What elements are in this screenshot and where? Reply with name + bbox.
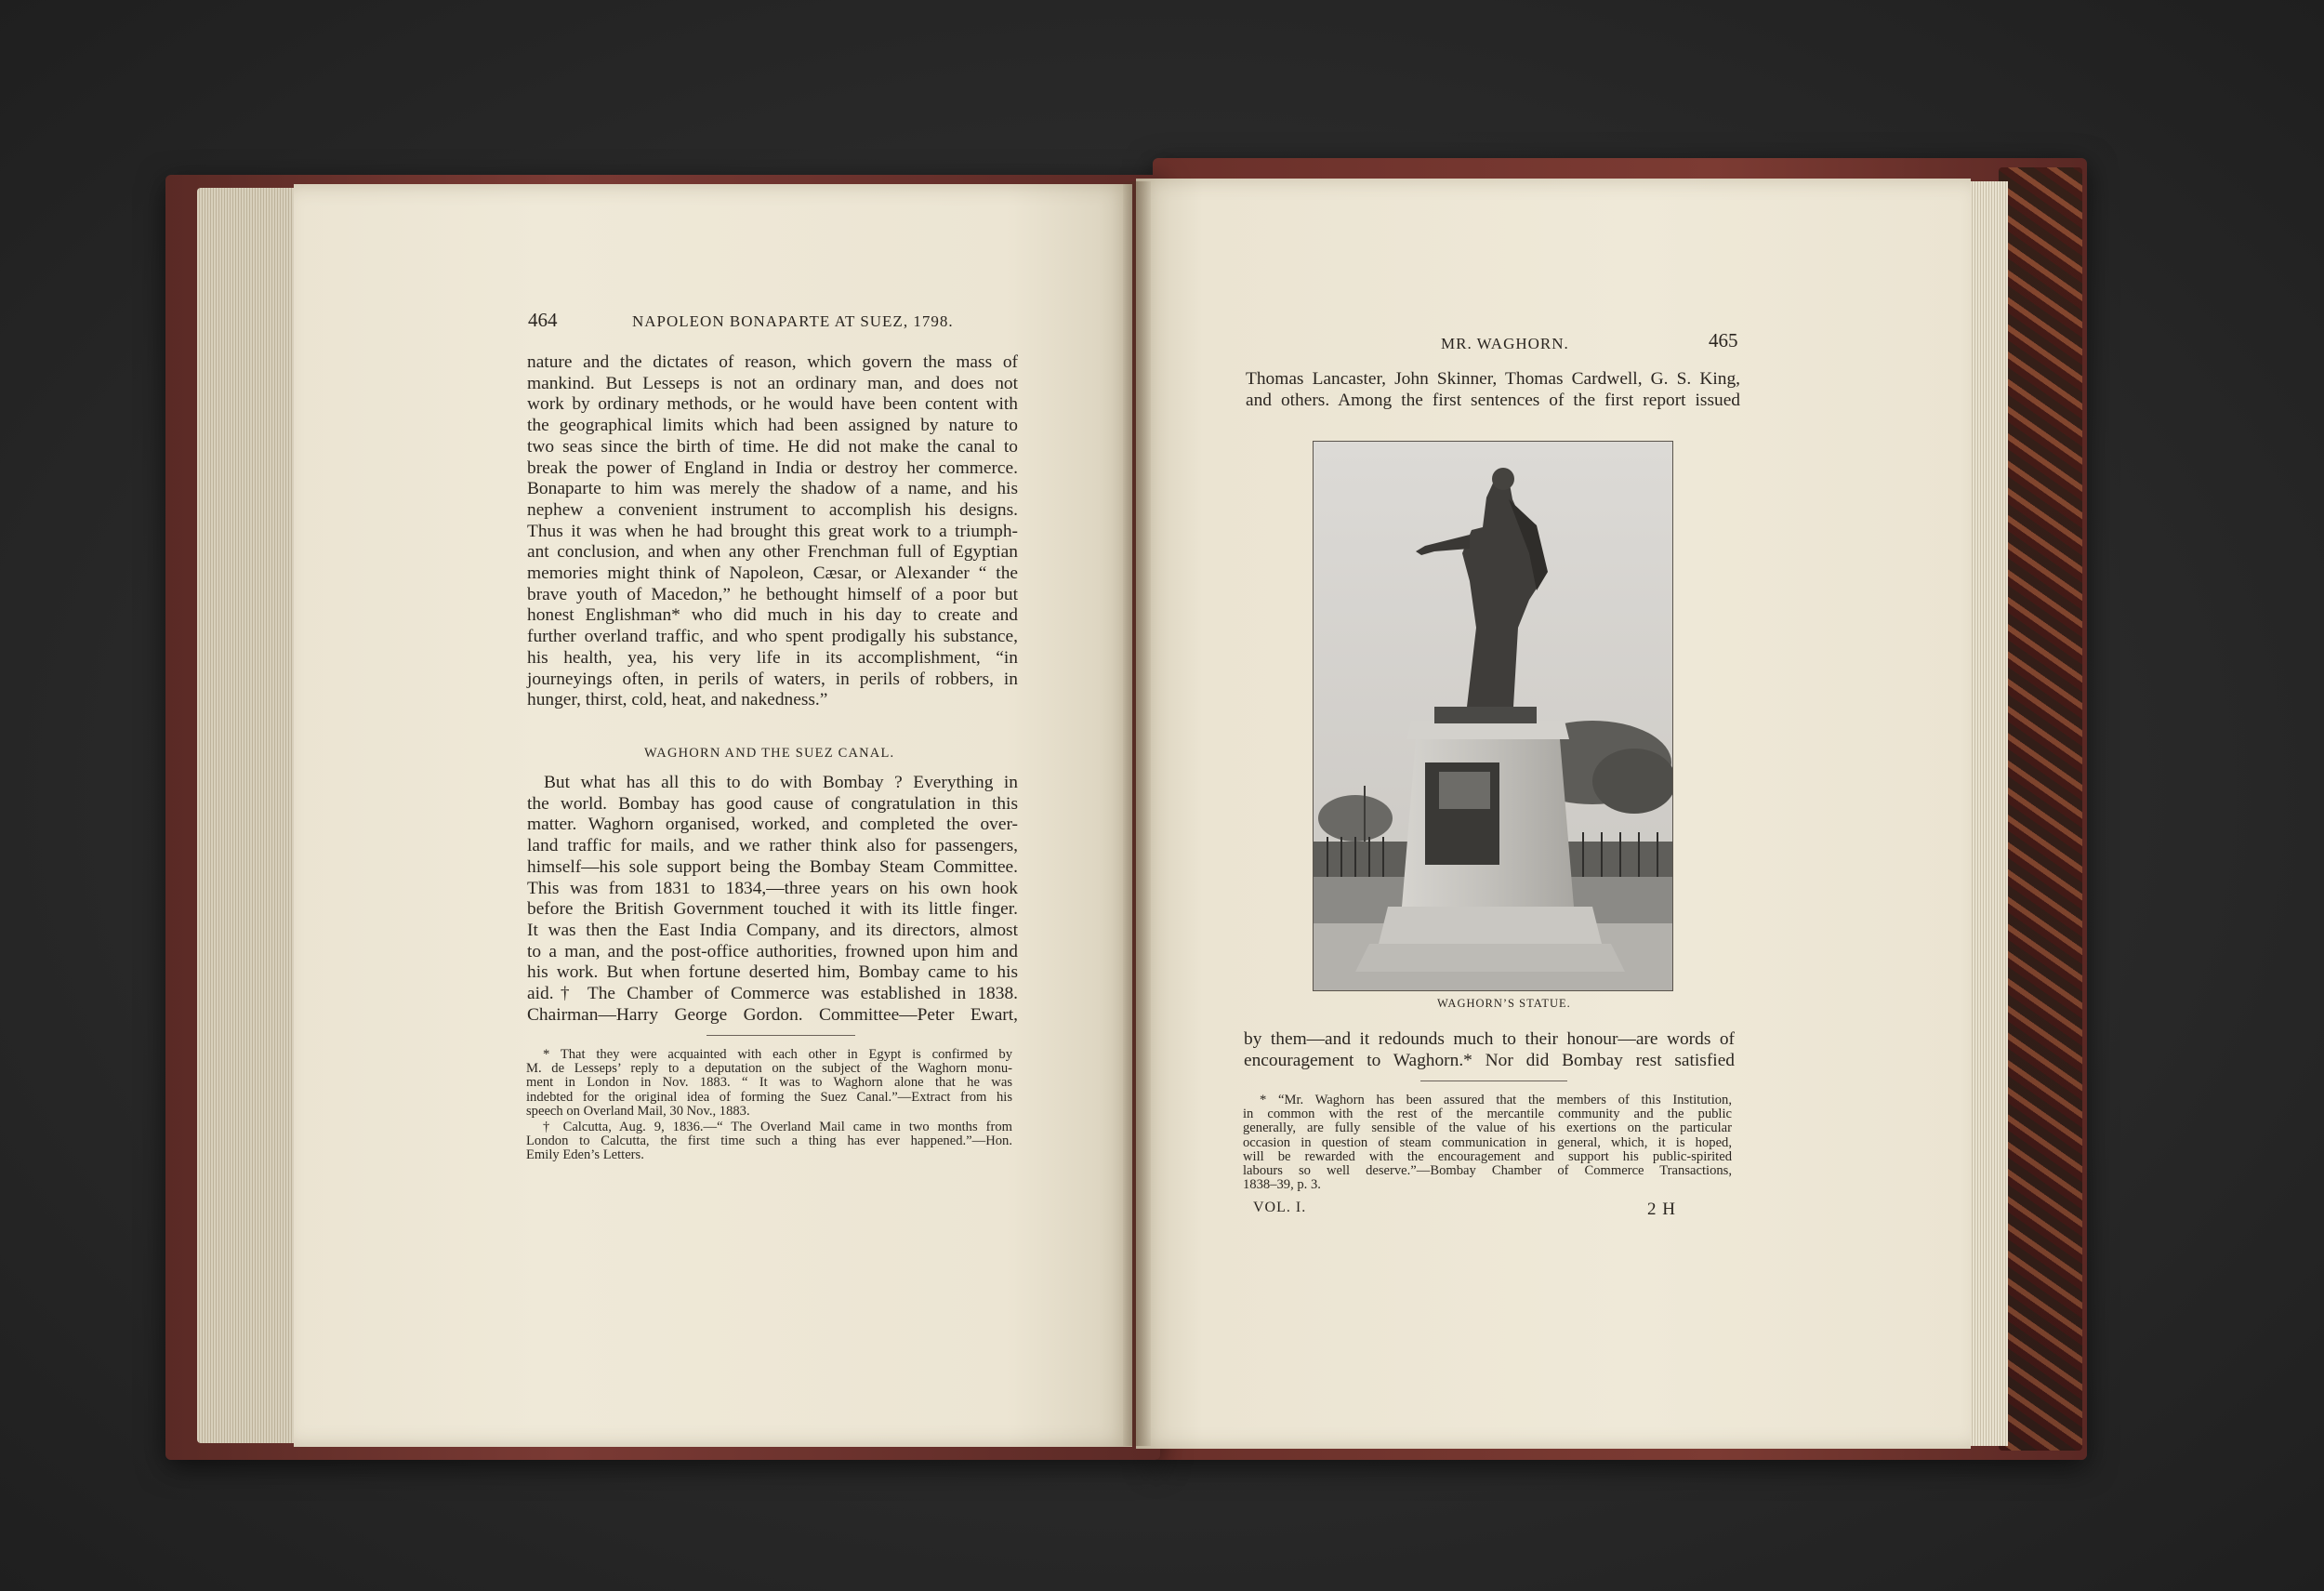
text-line: Thus it was when he had brought this great work to a triumph- <box>527 521 1018 541</box>
text-line: honest Englishman* who did much in his day to create and <box>527 605 1018 626</box>
plate-caption: WAGHORN’S STATUE. <box>1437 997 1571 1010</box>
left-paragraph-1 <box>527 352 1018 711</box>
text-line: to a man, and the post-office authorities, frowned upon him and <box>527 941 1018 961</box>
section-heading: WAGHORN AND THE SUEZ CANAL. <box>644 746 895 761</box>
text-line: memories might think of Napoleon, Cæsar, or Alexander “ the <box>527 563 1018 584</box>
left-footnote-2 <box>526 1120 1012 1163</box>
footnote-line: labours so well deserve.”—Bombay Chamber of Commerce Transactions, <box>1243 1163 1732 1179</box>
waghorn-statue-plate <box>1313 441 1673 991</box>
right-footnote <box>1243 1094 1732 1192</box>
marbled-endpaper <box>1999 167 2082 1451</box>
footnote-line: * “Mr. Waghorn has been assured that the members of this Institution, <box>1260 1093 1732 1107</box>
footnote-line: indebted for the original idea of forming the Suez Canal.”—Extract from his <box>526 1089 1012 1105</box>
text-line: break the power of England in India or destroy her commerce. <box>527 457 1018 478</box>
text-line: his health, yea, his very life in its accomplishment, “in <box>527 647 1018 668</box>
footnote-line: * That they were acquainted with each other in Egypt is confirmed by <box>543 1047 1012 1062</box>
text-line: himself—his sole support being the Bombay Steam Committee. <box>527 856 1018 877</box>
footnote-line: in common with the rest of the mercantile community and the public <box>1243 1107 1732 1122</box>
text-line: mankind. But Lesseps is not an ordinary man, and does not <box>527 373 1018 393</box>
text-line: This was from 1831 to 1834,—three years on his own hook <box>527 878 1018 898</box>
text-line: hunger, thirst, cold, heat, and nakedness.” <box>527 690 828 710</box>
text-line: It was then the East India Company, and its directors, almost <box>527 920 1018 940</box>
text-line: two seas since the birth of time. He did not make the canal to <box>527 436 1018 457</box>
footnote-line: London to Calcutta, the first time such a thing has ever happened.”—Hon. <box>526 1134 1012 1149</box>
text-line: encouragement to Waghorn.* Nor did Bombay rest satisfied <box>1244 1050 1735 1070</box>
gathering-signature: 2 H <box>1647 1200 1676 1219</box>
page-block-edges-left <box>197 188 299 1443</box>
footnote-line: † Calcutta, Aug. 9, 1836.—“ The Overland Mail came in two months from <box>543 1120 1012 1134</box>
text-line: his work. But when fortune deserted him, Bombay came to his <box>527 962 1018 983</box>
text-line: before the British Government touched it with its little finger. <box>527 899 1018 920</box>
text-line: brave youth of Macedon,” he bethought himself of a poor but <box>527 584 1018 604</box>
footnote-line: speech on Overland Mail, 30 Nov., 1883. <box>526 1103 750 1119</box>
text-line: ant conclusion, and when any other Frenchman full of Egyptian <box>527 542 1018 563</box>
footnote-line: will be rewarded with the encouragement and support his public-spirited <box>1243 1148 1732 1164</box>
footnote-divider-left <box>706 1035 855 1036</box>
footnote-line: occasion in question of steam communication in general, which, it is hoped, <box>1243 1134 1732 1150</box>
right-bottom-text <box>1244 1029 1735 1071</box>
right-top-text <box>1246 369 1740 411</box>
text-line: matter. Waghorn organised, worked, and completed the over- <box>527 815 1018 835</box>
text-line: by them—and it redounds much to their honour—are words of <box>1244 1029 1735 1049</box>
text-line: Chairman—Harry George Gordon. Committee—Peter Ewart, <box>527 1004 1018 1025</box>
text-line: nephew a convenient instrument to accomplish his designs. <box>527 499 1018 520</box>
text-line: the geographical limits which had been assigned by nature to <box>527 416 1018 436</box>
left-running-head: NAPOLEON BONAPARTE AT SUEZ, 1798. <box>632 312 954 330</box>
volume-signature: VOL. I. <box>1253 1200 1307 1215</box>
text-line: Bonaparte to him was merely the shadow of a name, and his <box>527 479 1018 499</box>
text-line: aid.† The Chamber of Commerce was established in 1838. <box>527 984 1018 1004</box>
right-running-head: MR. WAGHORN. <box>1441 335 1569 352</box>
right-page-number: 465 <box>1709 329 1738 351</box>
text-line: land traffic for mails, and we rather think also for passengers, <box>527 836 1018 856</box>
text-line: nature and the dictates of reason, which govern the mass of <box>527 352 1018 372</box>
footnote-line: generally, are fully sensible of the value of his exertions on the particular <box>1243 1120 1732 1136</box>
footnote-line: M. de Lesseps’ reply to a deputation on the subject of the Waghorn monu- <box>526 1061 1012 1077</box>
footnote-line: 1838–39, p. 3. <box>1243 1177 1321 1193</box>
footnote-line: Emily Eden’s Letters. <box>526 1147 644 1163</box>
left-page-number: 464 <box>528 309 558 331</box>
text-line: Thomas Lancaster, John Skinner, Thomas Cardwell, G. S. King, <box>1246 369 1740 389</box>
left-paragraph-2 <box>527 773 1018 1026</box>
text-line: work by ordinary methods, or he would have been content with <box>527 394 1018 415</box>
text-line: journeyings often, in perils of waters, in perils of robbers, in <box>527 669 1018 689</box>
left-footnote-1 <box>526 1048 1012 1119</box>
text-line: the world. Bombay has good cause of congratulation in this <box>527 793 1018 814</box>
text-line: and others. Among the first sentences of the first report issued <box>1246 390 1740 410</box>
text-line: But what has all this to do with Bombay ? Everything in <box>544 773 1018 792</box>
book-gutter <box>1123 181 1151 1446</box>
text-line: further overland traffic, and who spent prodigally his substance, <box>527 627 1018 647</box>
footnote-line: ment in London in Nov. 1883. “ It was to Waghorn alone that he was <box>526 1075 1012 1091</box>
statue-photograph <box>1314 442 1672 990</box>
